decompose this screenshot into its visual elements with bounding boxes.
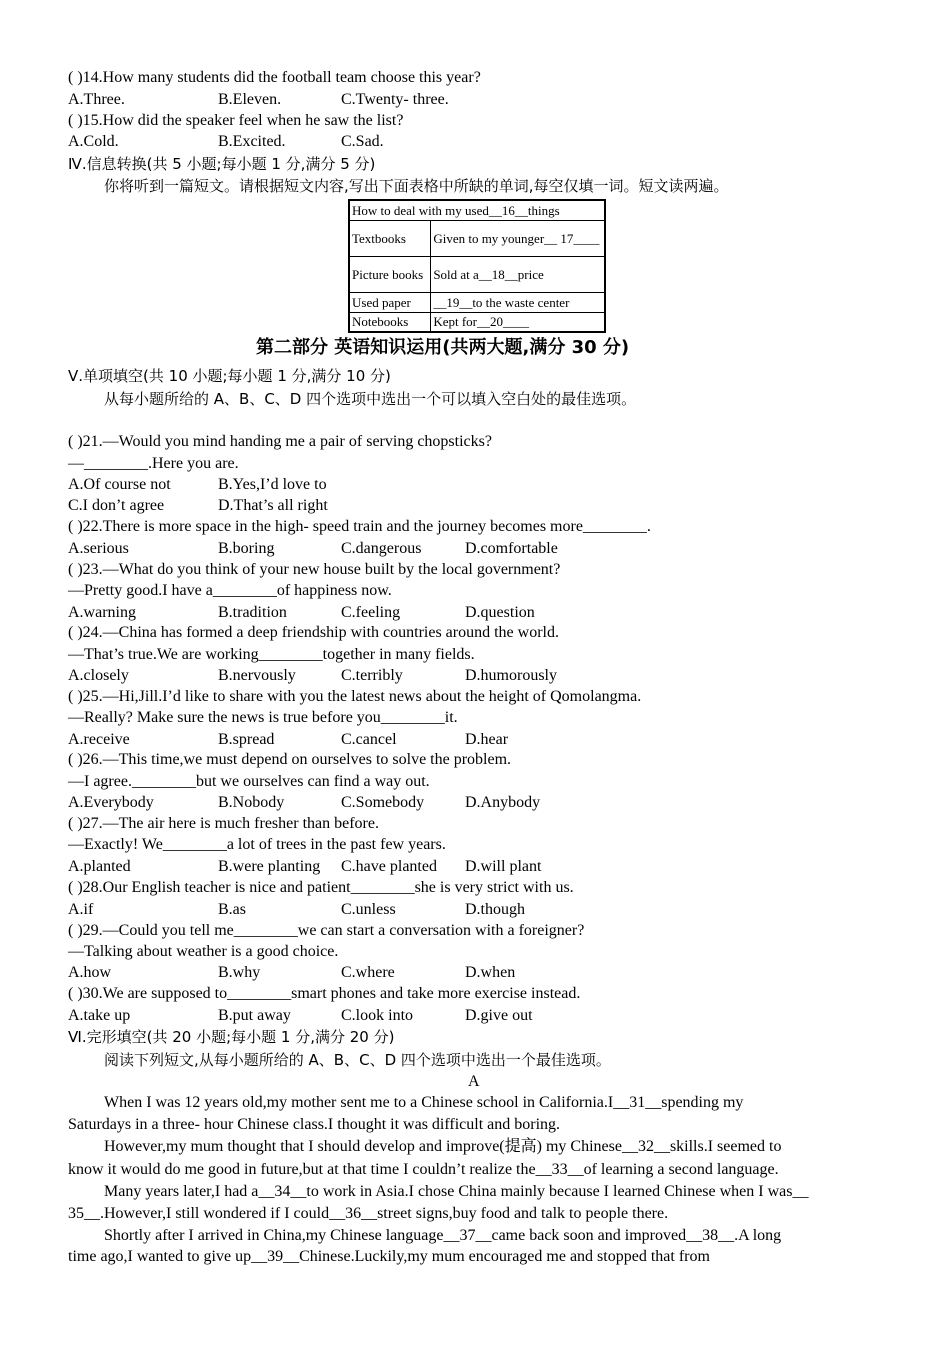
option-c: C.have planted [341,858,437,875]
passage-line: When I was 12 years old,my mother sent me to a Chinese school in California.I__31__spending my [104,1094,744,1111]
option-c: C.I don’t agree [68,497,165,514]
question-26: ( )26.—This time,we must depend on ourselves to solve the problem. [68,751,512,768]
option-d: D.hear [465,731,509,748]
passage-line: Shortly after I arrived in China,my Chinese language__37__came back soon and improved__38__.A long [104,1227,782,1244]
option-b: B.tradition [218,604,287,621]
option-b: B.put away [218,1007,291,1024]
option-a: A.Cold. [68,133,119,150]
option-d: D.give out [465,1007,533,1024]
option-d: D.comfortable [465,540,558,557]
option-c: C.feeling [341,604,401,621]
passage-line: time ago,I wanted to give up__39__Chinese.Luckily,my mum encouraged me and stopped that from [68,1248,710,1265]
option-c: C.Twenty- three. [341,91,449,108]
option-b: B.boring [218,540,275,557]
question-27: ( )27.—The air here is much fresher than before. [68,815,379,832]
option-a: A.receive [68,731,130,748]
passage-line: 35__.However,I still wondered if I could__36__street signs,buy food and talk to people there. [68,1205,669,1222]
question-22: ( )22.There is more space in the high- speed train and the journey becomes more________. [68,518,651,535]
table-cell-value: __19__to the waste center [431,292,605,312]
section-4-instruction: 你将听到一篇短文。请根据短文内容,写出下面表格中所缺的单词,每空仅填一词。短文读两遍。 [104,177,729,195]
option-b: B.nervously [218,667,296,684]
option-a: A.warning [68,604,136,621]
question-15: ( )15.How did the speaker feel when he saw the list? [68,112,404,129]
option-a: A.Three. [68,91,125,108]
table-cell-label: Picture books [349,256,431,292]
option-d: D.humorously [465,667,557,684]
passage-line: Many years later,I had a__34__to work in Asia.I chose China mainly because I learned Chinese when I was__ [104,1183,809,1200]
question-25: ( )25.—Hi,Jill.I’d like to share with you the latest news about the height of Qomolangma. [68,688,642,705]
question-27-line2: —Exactly! We________a lot of trees in the past few years. [68,836,446,853]
option-a: A.Of course not [68,476,171,493]
question-29: ( )29.—Could you tell me________we can start a conversation with a foreigner? [68,922,585,939]
table-cell-value: Sold at a__18__price [431,256,605,292]
option-b: B.Eleven. [218,91,282,108]
option-c: C.unless [341,901,396,918]
table-cell-value: Given to my younger__ 17____ [431,220,605,256]
question-24: ( )24.—China has formed a deep friendship with countries around the world. [68,624,559,641]
option-b: B.spread [218,731,275,748]
question-26-line2: —I agree.________but we ourselves can find a way out. [68,773,430,790]
option-c: C.cancel [341,731,397,748]
option-a: A.planted [68,858,131,875]
section-6-instruction: 阅读下列短文,从每小题所给的 A、B、C、D 四个选项中选出一个最佳选项。 [104,1051,611,1069]
option-b: B.Nobody [218,794,285,811]
option-d: D.question [465,604,535,621]
question-21-line2: —________.Here you are. [68,455,239,472]
question-21: ( )21.—Would you mind handing me a pair of serving chopsticks? [68,433,492,450]
option-b: B.as [218,901,246,918]
option-d: D.when [465,964,516,981]
option-c: C.terribly [341,667,403,684]
option-c: C.where [341,964,395,981]
option-a: A.how [68,964,112,981]
option-b: B.Yes,I’d love to [218,476,327,493]
option-c: C.dangerous [341,540,422,557]
option-a: A.take up [68,1007,131,1024]
option-a: A.Everybody [68,794,154,811]
option-a: A.if [68,901,94,918]
table-cell-value: Kept for__20____ [431,312,605,332]
option-d: D.That’s all right [218,497,328,514]
passage-line: know it would do me good in future,but at that time I couldn’t realize the__33__of learning a second language. [68,1161,779,1178]
question-14: ( )14.How many students did the football team choose this year? [68,69,481,86]
option-d: D.will plant [465,858,542,875]
option-b: B.Excited. [218,133,286,150]
option-c: C.Sad. [341,133,384,150]
info-table [348,199,606,333]
section-4-heading: Ⅳ.信息转换(共 5 小题;每小题 1 分,满分 5 分) [68,155,376,173]
passage-line: Saturdays in a three- hour Chinese class.I thought it was difficult and boring. [68,1116,561,1133]
section-6-heading: Ⅵ.完形填空(共 20 小题;每小题 1 分,满分 20 分) [68,1028,395,1046]
option-d: D.though [465,901,525,918]
passage-line: However,my mum thought that I should develop and improve(提高) my Chinese__32__skills.I seemed to [104,1138,782,1155]
question-23-line2: —Pretty good.I have a________of happiness now. [68,582,392,599]
part-2-title: 第二部分 英语知识运用(共两大题,满分 30 分) [256,337,630,358]
table-header: How to deal with my used__16__things [349,200,605,220]
option-b: B.were planting [218,858,321,875]
question-29-line2: —Talking about weather is a good choice. [68,943,339,960]
option-a: A.serious [68,540,129,557]
table-cell-label: Notebooks [349,312,431,332]
question-25-line2: —Really? Make sure the news is true before you________it. [68,709,458,726]
section-5-instruction: 从每小题所给的 A、B、C、D 四个选项中选出一个可以填入空白处的最佳选项。 [104,390,637,408]
option-a: A.closely [68,667,129,684]
table-cell-label: Used paper [349,292,431,312]
question-30: ( )30.We are supposed to________smart phones and take more exercise instead. [68,985,581,1002]
option-c: C.look into [341,1007,414,1024]
section-5-heading: Ⅴ.单项填空(共 10 小题;每小题 1 分,满分 10 分) [68,367,391,385]
option-b: B.why [218,964,261,981]
question-28: ( )28.Our English teacher is nice and patient________she is very strict with us. [68,879,574,896]
question-24-line2: —That’s true.We are working________together in many fields. [68,646,475,663]
option-d: D.Anybody [465,794,541,811]
option-c: C.Somebody [341,794,425,811]
passage-label: A [468,1073,480,1090]
table-cell-label: Textbooks [349,220,431,256]
question-23: ( )23.—What do you think of your new house built by the local government? [68,561,561,578]
